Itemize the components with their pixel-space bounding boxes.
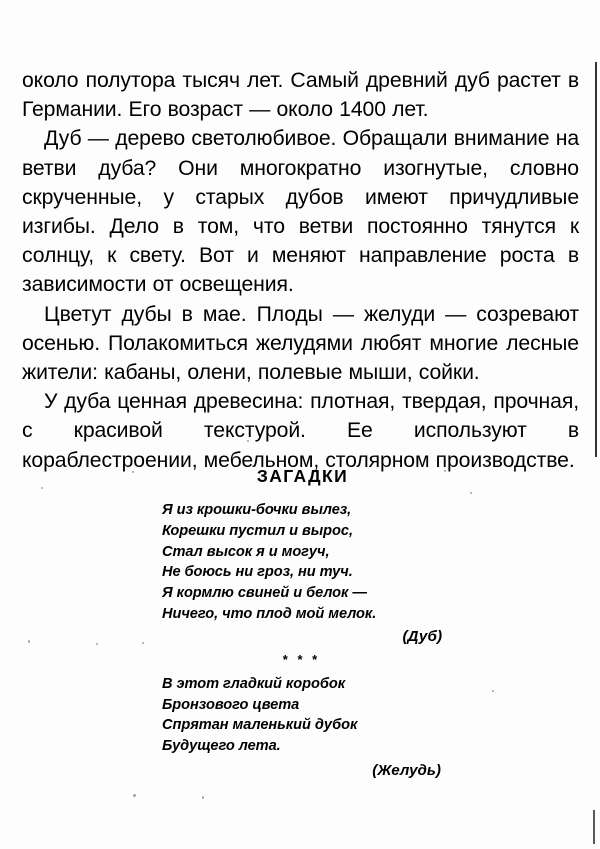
- riddle-line: Ничего, что плод мой мелок.: [162, 605, 377, 622]
- riddle-lines: [22, 674, 579, 757]
- riddle-line: Я из крошки-бочки вылез,: [162, 502, 352, 518]
- scan-edge-artifact-lower: [593, 810, 595, 844]
- body-paragraph-1: около полутора тысяч лет. Самый древний дуб растет в Германии. Его возраст — около 1400 лет.: [22, 69, 579, 122]
- scan-speck: [202, 796, 204, 799]
- riddles-heading: ЗАГАДКИ: [256, 466, 349, 486]
- body-paragraph-2: Дуб — дерево светолюбивое. Обращали внимание на ветви дуба? Они многократно изогнутые, словно скрученные, у старых дубов имеют причудливые изгибы. Дело в том, что ветви постоянно тянутся к солнцу, к свету. Вот и меняют направление роста в зависимости от освещения.: [22, 127, 579, 297]
- riddle-item: [22, 500, 579, 648]
- riddles-section: [22, 466, 579, 782]
- riddle-line: Будущего лета.: [162, 738, 281, 755]
- riddle-line: Спрятан маленький дубок: [162, 717, 358, 734]
- riddle-answer: (Желудь): [372, 761, 441, 779]
- riddle-line: Не боюсь ни гроз, ни туч.: [162, 564, 353, 581]
- riddle-lines: [22, 500, 579, 625]
- riddle-line: Бронзового цвета: [162, 696, 300, 713]
- riddle-answer: (Дуб): [402, 627, 442, 645]
- riddle-line: Корешки пустил и вырос,: [162, 522, 353, 539]
- article-body: [22, 66, 579, 475]
- riddle-item: [22, 674, 579, 782]
- scan-edge-artifact: [595, 62, 597, 457]
- riddle-line: Стал высок я и могуч,: [162, 543, 330, 560]
- riddle-line: Я кормлю свиней и белок —: [162, 585, 367, 602]
- riddle-separator: * * *: [282, 651, 321, 667]
- scan-speck: [133, 794, 136, 797]
- riddle-line: В этот гладкий коробок: [162, 675, 346, 692]
- body-paragraph-3: Цветут дубы в мае. Плоды — желуди — созревают осенью. Полакомиться желудями любят многие лесные жители: кабаны, олени, полевые мыши, сойки.: [22, 302, 579, 385]
- body-paragraph-4: У дуба ценная древесина: плотная, твердая, прочная, с красивой текстурой. Ее используют в кораблестроении, мебельном, столярном производстве.: [22, 390, 579, 472]
